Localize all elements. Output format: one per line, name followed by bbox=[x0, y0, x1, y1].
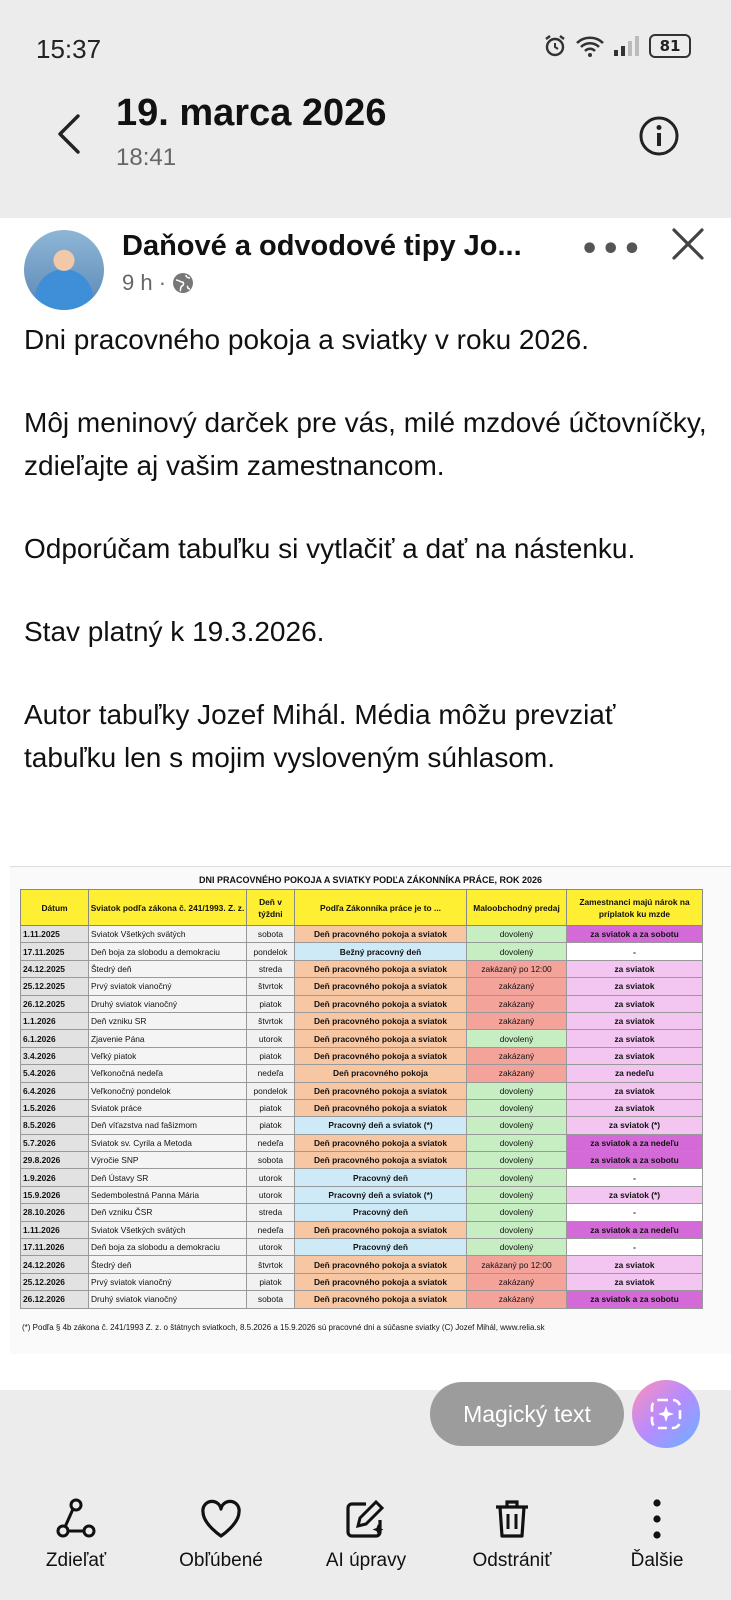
table-cell: Deň pracovného pokoja a sviatok bbox=[295, 960, 467, 977]
table-cell: Deň pracovného pokoja a sviatok bbox=[295, 1273, 467, 1290]
table-cell: utorok bbox=[247, 1169, 295, 1186]
favorite-label: Obľúbené bbox=[179, 1550, 263, 1571]
delete-label: Odstrániť bbox=[472, 1550, 552, 1571]
table-cell: utorok bbox=[247, 1186, 295, 1203]
alarm-icon bbox=[543, 34, 567, 58]
post-screenshot[interactable] bbox=[0, 218, 731, 1390]
table-cell: 6.4.2026 bbox=[21, 1082, 89, 1099]
table-cell: 17.11.2025 bbox=[21, 943, 89, 960]
table-cell: Deň pracovného pokoja a sviatok bbox=[295, 1099, 467, 1116]
holiday-table-image bbox=[10, 866, 731, 1354]
post-paragraph: Môj meninový darček pre vás, milé mzdové účtovníčky, zdieľajte aj vašim zamestnancom. bbox=[24, 407, 707, 481]
table-cell: utorok bbox=[247, 1239, 295, 1256]
table-cell: za nedeľu bbox=[567, 1065, 703, 1082]
delete-button[interactable] bbox=[458, 1498, 566, 1572]
table-cell: 1.9.2026 bbox=[21, 1169, 89, 1186]
table-cell: Deň pracovného pokoja a sviatok bbox=[295, 1082, 467, 1099]
table-footnote: (*) Podľa § 4b zákona č. 241/1993 Z. z. o štátnych sviatkoch, 8.5.2026 a 15.9.2026 sú pracovné dni a súčasne sviatky (C) Jozef Mihál, www.relia.sk bbox=[22, 1322, 545, 1332]
battery-indicator: 81 bbox=[649, 34, 691, 58]
share-label: Zdieľať bbox=[45, 1550, 107, 1571]
table-header-cell: Zamestnanci majú nárok na príplatok ku mzde bbox=[567, 890, 703, 926]
table-cell: piatok bbox=[247, 1273, 295, 1290]
table-row bbox=[21, 1047, 703, 1064]
table-cell: zakázaný bbox=[467, 978, 567, 995]
post-paragraph: Stav platný k 19.3.2026. bbox=[24, 616, 325, 647]
post-text bbox=[24, 318, 714, 819]
table-header-row bbox=[21, 890, 703, 926]
table-header-cell: Deň v týždni bbox=[247, 890, 295, 926]
table-cell: piatok bbox=[247, 1099, 295, 1116]
info-icon[interactable] bbox=[638, 115, 680, 157]
table-cell: za sviatok bbox=[567, 995, 703, 1012]
post-author: Daňové a odvodové tipy Jo... bbox=[122, 230, 522, 262]
table-row bbox=[21, 1169, 703, 1186]
table-cell: piatok bbox=[247, 1117, 295, 1134]
table-cell: Deň pracovného pokoja a sviatok bbox=[295, 1291, 467, 1308]
table-cell: dovolený bbox=[467, 1134, 567, 1151]
table-row bbox=[21, 1117, 703, 1134]
table-cell: Deň pracovného pokoja a sviatok bbox=[295, 1221, 467, 1238]
table-cell: Deň boja za slobodu a demokraciu bbox=[89, 943, 247, 960]
table-cell: za sviatok a za nedeľu bbox=[567, 1221, 703, 1238]
table-cell: Pracovný deň a sviatok (*) bbox=[295, 1186, 467, 1203]
table-cell: 26.12.2025 bbox=[21, 995, 89, 1012]
status-icons bbox=[543, 34, 691, 58]
table-cell: sobota bbox=[247, 1152, 295, 1169]
trash-icon bbox=[492, 1498, 532, 1540]
table-cell: Deň pracovného pokoja bbox=[295, 1065, 467, 1082]
table-cell: 6.1.2026 bbox=[21, 1030, 89, 1047]
table-cell: za sviatok bbox=[567, 1273, 703, 1290]
table-cell: nedeľa bbox=[247, 1134, 295, 1151]
table-cell: 1.11.2025 bbox=[21, 926, 89, 943]
table-cell: za sviatok bbox=[567, 960, 703, 977]
table-cell: 8.5.2026 bbox=[21, 1117, 89, 1134]
table-cell: za sviatok bbox=[567, 1082, 703, 1099]
table-cell: za sviatok a za sobotu bbox=[567, 1291, 703, 1308]
close-icon bbox=[670, 226, 706, 262]
table-cell: nedeľa bbox=[247, 1065, 295, 1082]
heart-icon bbox=[199, 1498, 243, 1540]
table-cell: Sviatok sv. Cyrila a Metoda bbox=[89, 1134, 247, 1151]
table-cell: zakázaný po 12:00 bbox=[467, 960, 567, 977]
table-cell: sobota bbox=[247, 926, 295, 943]
table-cell: za sviatok a za sobotu bbox=[567, 1152, 703, 1169]
table-cell: za sviatok bbox=[567, 978, 703, 995]
page-title: 19. marca 2026 bbox=[116, 92, 387, 134]
table-cell: Pracovný deň bbox=[295, 1169, 467, 1186]
table-cell: pondelok bbox=[247, 1082, 295, 1099]
table-row bbox=[21, 978, 703, 995]
table-cell: za sviatok a za sobotu bbox=[567, 926, 703, 943]
back-arrow-icon[interactable] bbox=[52, 112, 86, 156]
table-cell: dovolený bbox=[467, 926, 567, 943]
table-header-cell: Maloobchodný predaj bbox=[467, 890, 567, 926]
status-time: 15:37 bbox=[36, 34, 102, 64]
table-cell: Deň Ústavy SR bbox=[89, 1169, 247, 1186]
table-cell: Štedrý deň bbox=[89, 1256, 247, 1273]
table-cell: za sviatok bbox=[567, 1030, 703, 1047]
ai-edit-button[interactable] bbox=[316, 1498, 416, 1572]
table-row bbox=[21, 1273, 703, 1290]
table-cell: - bbox=[567, 1204, 703, 1221]
table-row bbox=[21, 1082, 703, 1099]
table-cell: 1.5.2026 bbox=[21, 1099, 89, 1116]
table-cell: dovolený bbox=[467, 1082, 567, 1099]
page-subtitle: 18:41 bbox=[116, 144, 177, 171]
table-cell: - bbox=[567, 1169, 703, 1186]
table-cell: dovolený bbox=[467, 1239, 567, 1256]
table-cell: 24.12.2025 bbox=[21, 960, 89, 977]
wifi-icon bbox=[575, 34, 605, 58]
table-cell: Sviatok práce bbox=[89, 1099, 247, 1116]
share-icon bbox=[55, 1498, 97, 1540]
ai-edit-icon bbox=[344, 1498, 388, 1540]
table-cell: za sviatok a za nedeľu bbox=[567, 1134, 703, 1151]
table-header-cell: Sviatok podľa zákona č. 241/1993. Z. z. bbox=[89, 890, 247, 926]
table-row bbox=[21, 1134, 703, 1151]
table-cell: za sviatok bbox=[567, 1012, 703, 1029]
table-cell: zakázaný bbox=[467, 1273, 567, 1290]
table-cell: 1.1.2026 bbox=[21, 1012, 89, 1029]
table-cell: piatok bbox=[247, 995, 295, 1012]
table-cell: Sviatok Všetkých svätých bbox=[89, 926, 247, 943]
table-cell: dovolený bbox=[467, 1169, 567, 1186]
table-cell: štvrtok bbox=[247, 1256, 295, 1273]
table-cell: zakázaný bbox=[467, 1291, 567, 1308]
table-cell: Sviatok Všetkých svätých bbox=[89, 1221, 247, 1238]
table-cell: - bbox=[567, 1239, 703, 1256]
table-title: DNI PRACOVNÉHO POKOJA A SVIATKY PODĽA ZÁKONNÍKA PRÁCE, ROK 2026 bbox=[198, 875, 543, 885]
table-cell: 17.11.2026 bbox=[21, 1239, 89, 1256]
table-header-cell: Podľa Zákonníka práce je to ... bbox=[295, 890, 467, 926]
table-cell: zakázaný bbox=[467, 995, 567, 1012]
table-cell: pondelok bbox=[247, 943, 295, 960]
table-cell: dovolený bbox=[467, 1221, 567, 1238]
table-cell: 1.11.2026 bbox=[21, 1221, 89, 1238]
table-cell: Prvý sviatok vianočný bbox=[89, 978, 247, 995]
table-cell: Štedrý deň bbox=[89, 960, 247, 977]
ai-edit-label: AI úpravy bbox=[325, 1550, 407, 1571]
table-cell: 29.8.2026 bbox=[21, 1152, 89, 1169]
table-row bbox=[21, 943, 703, 960]
table-cell: zakázaný bbox=[467, 1012, 567, 1029]
table-cell: 24.12.2026 bbox=[21, 1256, 89, 1273]
table-row bbox=[21, 1030, 703, 1047]
table-row bbox=[21, 995, 703, 1012]
table-cell: Sedembolestná Panna Mária bbox=[89, 1186, 247, 1203]
post-paragraph: Odporúčam tabuľku si vytlačiť a dať na nástenku. bbox=[24, 533, 636, 564]
table-cell: nedeľa bbox=[247, 1221, 295, 1238]
table-cell: Veľkonočný pondelok bbox=[89, 1082, 247, 1099]
table-cell: - bbox=[567, 943, 703, 960]
holiday-table bbox=[20, 889, 703, 1309]
table-cell: sobota bbox=[247, 1291, 295, 1308]
table-cell: dovolený bbox=[467, 1186, 567, 1203]
status-bar bbox=[0, 0, 731, 90]
table-cell: zakázaný bbox=[467, 1047, 567, 1064]
table-cell: za sviatok bbox=[567, 1099, 703, 1116]
post-meta bbox=[122, 270, 194, 296]
table-row bbox=[21, 1204, 703, 1221]
table-cell: Pracovný deň bbox=[295, 1204, 467, 1221]
table-row bbox=[21, 1239, 703, 1256]
table-cell: dovolený bbox=[467, 1099, 567, 1116]
table-cell: Veľkonočná nedeľa bbox=[89, 1065, 247, 1082]
table-cell: za sviatok (*) bbox=[567, 1186, 703, 1203]
table-cell: dovolený bbox=[467, 1030, 567, 1047]
table-cell: Deň víťazstva nad fašizmom bbox=[89, 1117, 247, 1134]
post-age: 9 h · bbox=[122, 270, 167, 295]
table-cell: dovolený bbox=[467, 1152, 567, 1169]
table-cell: štvrtok bbox=[247, 1012, 295, 1029]
table-row bbox=[21, 1256, 703, 1273]
ai-magic-icon[interactable] bbox=[632, 1380, 700, 1448]
table-row bbox=[21, 1221, 703, 1238]
table-cell: Bežný pracovný deň bbox=[295, 943, 467, 960]
table-cell: 3.4.2026 bbox=[21, 1047, 89, 1064]
table-cell: Pracovný deň a sviatok (*) bbox=[295, 1117, 467, 1134]
favorite-button[interactable] bbox=[166, 1498, 276, 1572]
table-row bbox=[21, 1291, 703, 1308]
table-cell: Výročie SNP bbox=[89, 1152, 247, 1169]
table-cell: za sviatok (*) bbox=[567, 1117, 703, 1134]
table-cell: 5.4.2026 bbox=[21, 1065, 89, 1082]
table-cell: 15.9.2026 bbox=[21, 1186, 89, 1203]
more-options-icon: ••• bbox=[580, 232, 644, 267]
table-cell: Deň vzniku ČSR bbox=[89, 1204, 247, 1221]
globe-icon bbox=[172, 272, 194, 294]
table-cell: Deň pracovného pokoja a sviatok bbox=[295, 978, 467, 995]
table-cell: štvrtok bbox=[247, 978, 295, 995]
table-cell: 26.12.2026 bbox=[21, 1291, 89, 1308]
table-cell: Druhý sviatok vianočný bbox=[89, 1291, 247, 1308]
table-cell: Deň pracovného pokoja a sviatok bbox=[295, 1256, 467, 1273]
table-row bbox=[21, 926, 703, 943]
table-cell: utorok bbox=[247, 1030, 295, 1047]
table-cell: Deň pracovného pokoja a sviatok bbox=[295, 1134, 467, 1151]
table-cell: 25.12.2025 bbox=[21, 978, 89, 995]
table-cell: Deň pracovného pokoja a sviatok bbox=[295, 1047, 467, 1064]
table-cell: dovolený bbox=[467, 1117, 567, 1134]
table-cell: Druhý sviatok vianočný bbox=[89, 995, 247, 1012]
table-cell: Deň pracovného pokoja a sviatok bbox=[295, 1152, 467, 1169]
table-cell: Deň vzniku SR bbox=[89, 1012, 247, 1029]
table-cell: Deň boja za slobodu a demokraciu bbox=[89, 1239, 247, 1256]
table-row bbox=[21, 1099, 703, 1116]
table-cell: piatok bbox=[247, 1047, 295, 1064]
signal-icon bbox=[613, 35, 641, 57]
table-cell: zakázaný bbox=[467, 1065, 567, 1082]
table-cell: streda bbox=[247, 960, 295, 977]
table-row bbox=[21, 960, 703, 977]
more-button[interactable] bbox=[612, 1498, 702, 1572]
table-row bbox=[21, 1012, 703, 1029]
table-cell: dovolený bbox=[467, 943, 567, 960]
table-cell: 5.7.2026 bbox=[21, 1134, 89, 1151]
table-cell: Prvý sviatok vianočný bbox=[89, 1273, 247, 1290]
author-avatar bbox=[24, 230, 104, 310]
table-cell: 25.12.2026 bbox=[21, 1273, 89, 1290]
bottom-toolbar bbox=[0, 1470, 731, 1600]
table-cell: 28.10.2026 bbox=[21, 1204, 89, 1221]
table-cell: Zjavenie Pána bbox=[89, 1030, 247, 1047]
table-cell: za sviatok bbox=[567, 1047, 703, 1064]
table-cell: Deň pracovného pokoja a sviatok bbox=[295, 1030, 467, 1047]
table-row bbox=[21, 1152, 703, 1169]
table-cell: Deň pracovného pokoja a sviatok bbox=[295, 1012, 467, 1029]
more-vertical-icon bbox=[647, 1498, 667, 1540]
table-header-cell: Dátum bbox=[21, 890, 89, 926]
table-cell: zakázaný po 12:00 bbox=[467, 1256, 567, 1273]
table-cell: streda bbox=[247, 1204, 295, 1221]
table-cell: dovolený bbox=[467, 1204, 567, 1221]
table-cell: Veľký piatok bbox=[89, 1047, 247, 1064]
table-cell: Pracovný deň bbox=[295, 1239, 467, 1256]
more-label: Ďalšie bbox=[630, 1550, 684, 1571]
post-paragraph: Autor tabuľky Jozef Mihál. Média môžu prevziať tabuľku len s mojim vysloveným súhlasom. bbox=[24, 699, 616, 773]
table-row bbox=[21, 1065, 703, 1082]
table-body bbox=[21, 926, 703, 1309]
post-paragraph: Dni pracovného pokoja a sviatky v roku 2026. bbox=[24, 324, 589, 355]
table-row bbox=[21, 1186, 703, 1203]
table-cell: Deň pracovného pokoja a sviatok bbox=[295, 926, 467, 943]
table-cell: za sviatok bbox=[567, 1256, 703, 1273]
share-button[interactable] bbox=[34, 1498, 118, 1572]
table-cell: Deň pracovného pokoja a sviatok bbox=[295, 995, 467, 1012]
magic-text-button[interactable]: Magický text bbox=[430, 1382, 624, 1446]
